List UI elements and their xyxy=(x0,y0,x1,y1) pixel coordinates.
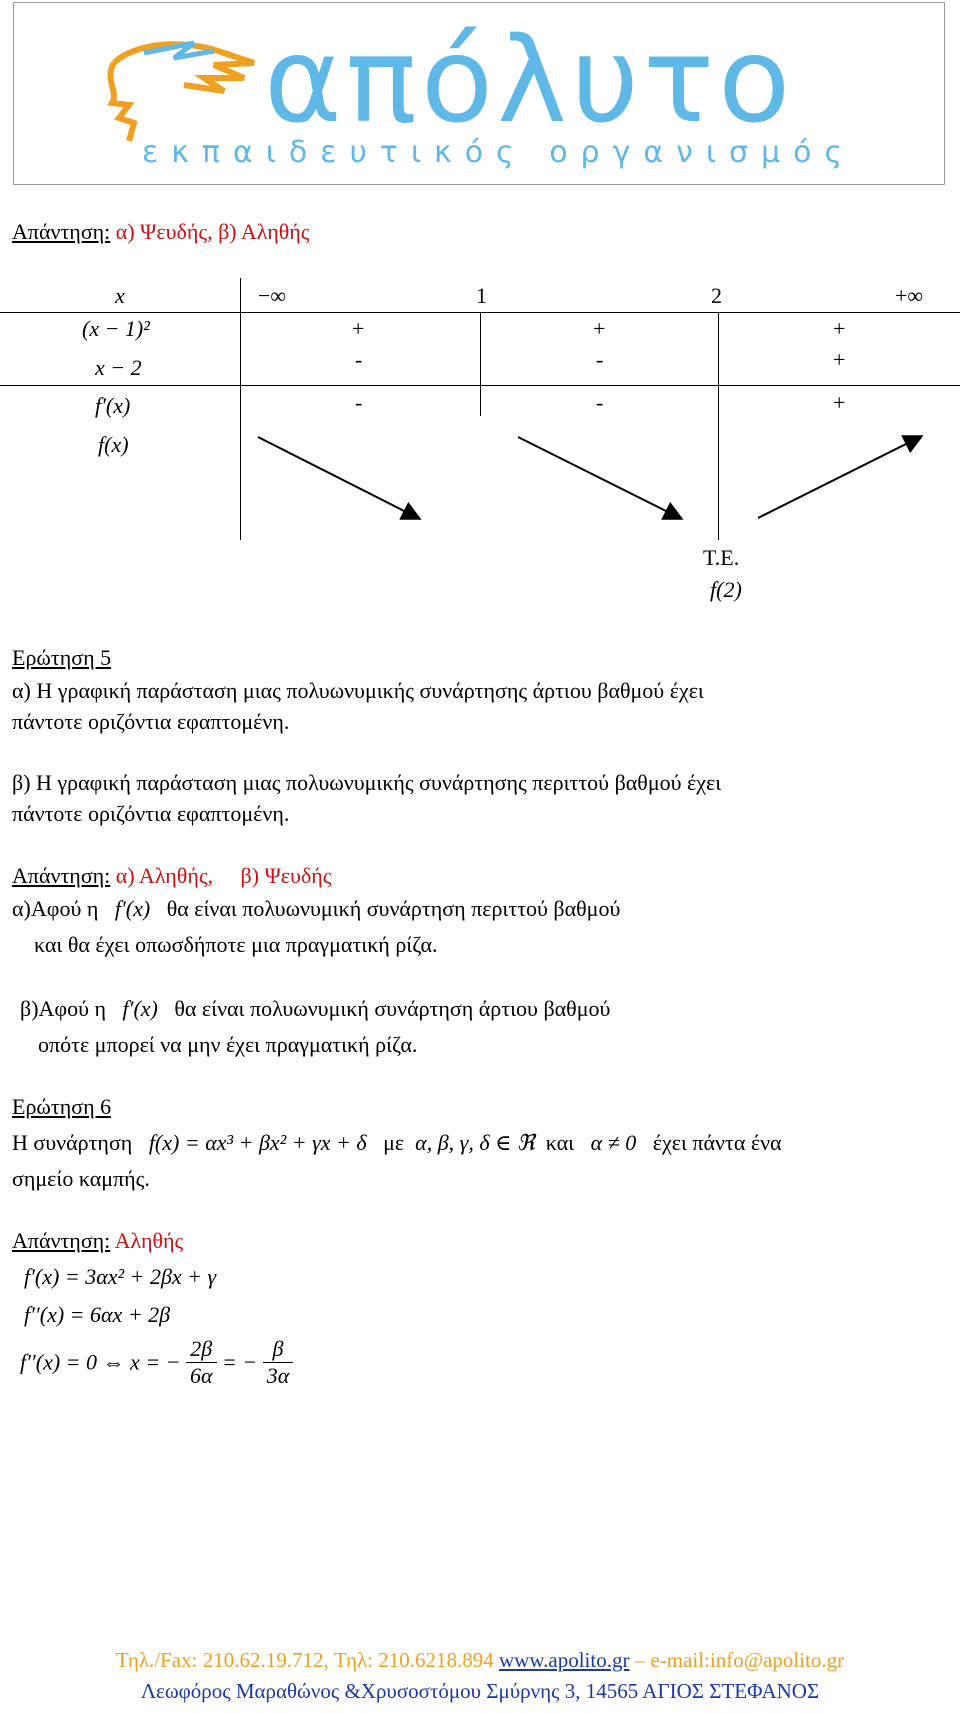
q6-eq3-frac1 xyxy=(186,1336,217,1389)
answer-label: Απάντηση: xyxy=(12,219,111,244)
q6-eq2: f′′(x) = 6αx + 2β xyxy=(24,1302,171,1327)
q6-eq3 xyxy=(20,1336,293,1389)
row-label-3: f′(x) xyxy=(95,393,131,418)
q5-a-line1: α) Η γραφική παράσταση μιας πολυωνυμικής συνάρτησης άρτιου βαθμού έχει xyxy=(12,678,704,703)
q5-explain-a-math: f′(x) xyxy=(114,896,151,921)
q6-and: και xyxy=(545,1130,575,1155)
row-label-1: (x − 1)² xyxy=(82,316,150,341)
footer-email: – e-mail:info@apolito.gr xyxy=(629,1648,845,1672)
footer-phones: Τηλ./Fax: 210.62.19.712, Τηλ: 210.6218.894 xyxy=(115,1648,499,1672)
q5-b-line2: πάντοτε οριζόντια εφαπτομένη. xyxy=(12,801,290,826)
table-header-1: 1 xyxy=(476,283,487,308)
row-1-sign-1: + xyxy=(352,316,365,341)
q6-eq3-den2: 3α xyxy=(266,1363,290,1388)
row-2-sign-1: - xyxy=(355,347,363,372)
q6-answer-text: Αληθής xyxy=(114,1228,184,1253)
q5-explain-b-line2: οπότε μπορεί να μην έχει πραγματική ρίζα. xyxy=(38,1032,418,1057)
arrow-decreasing-1 xyxy=(258,437,418,518)
q6-cond: α ≠ 0 xyxy=(590,1130,637,1155)
q5-a-line2: πάντοτε οριζόντια εφαπτομένη. xyxy=(12,709,290,734)
q5-answer-text: α) Αληθής, β) Ψευδής xyxy=(115,863,332,888)
q6-set: α, β, γ, δ ∈ ℜ xyxy=(415,1130,535,1155)
q5-explain-b-rest: θα είναι πολυωνυμική συνάρτηση άρτιου βαθμού xyxy=(174,996,611,1021)
row-2-sign-3: + xyxy=(833,347,846,372)
row-3-sign-2: - xyxy=(596,390,604,415)
q6-eq3-num2: β xyxy=(263,1336,294,1363)
q6-prefix: Η συνάρτηση xyxy=(12,1130,133,1155)
q6-eq3-frac2 xyxy=(263,1336,294,1389)
row-3-sign-1: - xyxy=(355,390,363,415)
q6-title: Ερώτηση 6 xyxy=(12,1094,112,1119)
q5-explain-a xyxy=(12,896,620,922)
q6-eq3-num1: 2β xyxy=(186,1336,217,1363)
q6-rest: έχει πάντα ένα xyxy=(652,1130,782,1155)
q5-answer-label: Απάντηση: xyxy=(12,863,111,888)
q5-explain-b xyxy=(20,996,610,1022)
logo-subtitle: εκπαιδευτικός οργανισμός xyxy=(142,135,856,170)
q5-explain-b-prefix: β)Αφού η xyxy=(20,996,107,1021)
q6-eq3-mid: = − xyxy=(222,1349,258,1375)
q5-title: Ερώτηση 5 xyxy=(12,645,112,670)
q6-statement xyxy=(12,1130,782,1156)
q5-explain-b-math: f′(x) xyxy=(122,996,158,1021)
footer-website-link[interactable]: www.apolito.gr xyxy=(499,1648,630,1672)
answer-text: α) Ψευδής, β) Αληθής xyxy=(115,219,310,244)
footer-contact-line xyxy=(0,1648,960,1673)
q6-answer xyxy=(12,1228,183,1254)
q5-answer xyxy=(12,863,332,889)
row-2-sign-2: - xyxy=(596,347,604,372)
table-header-plus-inf: +∞ xyxy=(895,283,924,308)
q6-line2: σημείο καμπής. xyxy=(12,1166,150,1191)
row-1-sign-3: + xyxy=(833,316,846,341)
arrow-increasing xyxy=(758,437,920,518)
q6-eq1: f′(x) = 3αx² + 2βx + γ xyxy=(24,1264,217,1289)
table-header-minus-inf: −∞ xyxy=(258,283,287,308)
table-header-x: x xyxy=(115,283,125,308)
footer-address: Λεωφόρος Μαραθώνος &Χρυσοστόμου Σμύρνης 3, 14565 ΑΓΙΟΣ ΣΤΕΦΑΝΟΣ xyxy=(140,1679,820,1703)
q6-eq3-left: f′′(x) = 0 ⇔ x = − xyxy=(20,1349,181,1375)
row-label-2: x − 2 xyxy=(95,355,142,380)
table-header-2: 2 xyxy=(711,283,722,308)
monotonicity-arrows xyxy=(0,0,960,560)
row-label-4: f(x) xyxy=(98,432,129,457)
q5-explain-a-line2: και θα έχει οπωσδήποτε μια πραγματική ρίζα. xyxy=(34,932,438,957)
row-3-sign-3: + xyxy=(833,390,846,415)
te-value: f(2) xyxy=(710,577,742,602)
arrow-decreasing-2 xyxy=(518,437,680,518)
q5-explain-a-prefix: α)Αφού η xyxy=(12,896,99,921)
q6-eq3-den1: 6α xyxy=(189,1363,213,1388)
q5-explain-a-rest: θα είναι πολυωνυμική συνάρτηση περιττού βαθμού xyxy=(166,896,621,921)
q6-formula: f(x) = αx³ + βx² + γx + δ xyxy=(148,1130,367,1155)
te-label: Τ.Ε. xyxy=(703,545,740,570)
q5-b-line1: β) Η γραφική παράσταση μιας πολυωνυμικής συνάρτησης περιττού βαθμού έχει xyxy=(12,770,722,795)
logo-wordmark: απόλυτο xyxy=(264,11,795,149)
q6-with: με xyxy=(383,1130,405,1155)
row-1-sign-2: + xyxy=(593,316,606,341)
q6-answer-label: Απάντηση: xyxy=(12,1228,111,1253)
